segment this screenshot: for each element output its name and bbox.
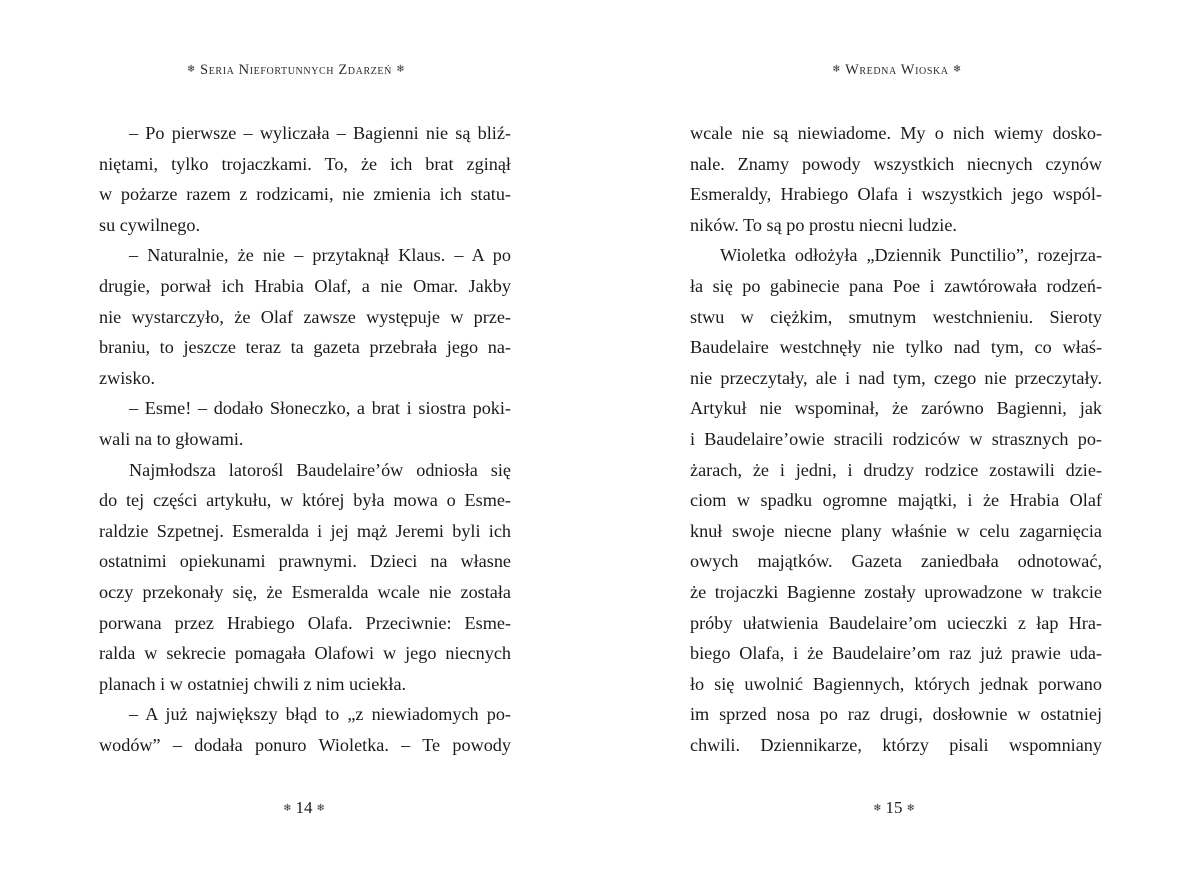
text-line: Artykuł nie wspominał, że zarówno Bagienni, jak [690, 398, 1102, 419]
text-line: chwili. Dziennikarze, którzy pisali wspomniany [690, 734, 1102, 755]
text-line: – Po pierwsze – wyliczała – Bagienni nie są bliź- [129, 123, 511, 143]
page-number-value: 15 [885, 798, 903, 817]
text-line: wodów” – dodała ponuro Wioletka. – Te powody [99, 734, 511, 755]
text-line: drugie, porwał ich Hrabia Olaf, a nie Omar. Jakby [99, 275, 511, 296]
text-line: zwisko. [99, 367, 156, 388]
text-line: nale. Znamy powody wszystkich niecnych czynów [690, 153, 1102, 174]
body-text-right [690, 118, 1102, 760]
running-head-title: Seria Niefortunnych Zdarzeń [200, 62, 392, 78]
body-text-left [99, 118, 511, 760]
text-line: Esmeraldy, Hrabiego Olafa i wszystkich jego wspól- [690, 184, 1102, 205]
text-line: wcale nie są niewiadome. My o nich wiemy dosko- [690, 123, 1102, 143]
running-head-right [597, 62, 1197, 79]
right-page [600, 0, 1200, 892]
text-line: – A już największy błąd to „z niewiadomych po- [129, 704, 511, 725]
text-line: oczy przekonały się, że Esmeralda wcale nie została [99, 581, 511, 602]
text-line: porwana przez Hrabiego Olafa. Przeciwnie: Esme- [99, 612, 511, 633]
text-line: nie przeczytały, ale i nad tym, czego nie przeczytały. [690, 367, 1102, 388]
page-number-left [4, 798, 604, 818]
text-line: nie wystarczyło, że Olaf zawsze występuje w prze- [99, 306, 511, 327]
text-line: Baudelaire westchnęły nie tylko nad tym, co właś- [690, 337, 1102, 358]
text-line: wali na to głowami. [99, 428, 244, 449]
ornament-icon: ❄ [952, 64, 962, 75]
text-line: im sprzed nosa po raz drugi, dosłownie w ostatniej [690, 704, 1102, 725]
running-head-left [0, 62, 596, 79]
ornament-icon: ❄ [396, 64, 406, 75]
text-line: – Esme! – dodało Słoneczko, a brat i siostra poki- [129, 398, 511, 419]
text-line: raldzie Szpetnej. Esmeralda i jej mąż Jeremi byli ich [99, 520, 511, 541]
text-line: planach i w ostatniej chwili z nim uciekła. [99, 673, 407, 694]
ornament-icon: ❄ [832, 64, 842, 75]
text-line: ciom w spadku ogromne majątki, i że Hrabia Olaf [690, 490, 1102, 511]
running-head-title: Wredna Wioska [845, 62, 949, 78]
text-line: owych majątków. Gazeta zaniedbała odnotować, [690, 551, 1102, 572]
text-line: że trojaczki Bagienne zostały uprowadzone w trakcie [690, 581, 1102, 602]
text-line: ostatnimi opiekunami prawnymi. Dzieci na własne [99, 551, 511, 572]
text-line: próby ułatwienia Baudelaire’om ucieczki z łap Hra- [690, 612, 1102, 633]
ornament-icon: ❄ [316, 803, 325, 814]
ornament-icon: ❄ [186, 64, 196, 75]
text-line: – Naturalnie, że nie – przytaknął Klaus. – A po [129, 245, 511, 266]
page-number-value: 14 [295, 798, 313, 817]
text-line: Wioletka odłożyła „Dziennik Punctilio”, rozejrza- [720, 245, 1102, 266]
text-line: ników. To są po prostu niecni ludzie. [690, 214, 957, 235]
ornament-icon: ❄ [906, 803, 915, 814]
text-line: ralda w sekrecie pomagała Olafowi w jego niecnych [99, 643, 511, 664]
ornament-icon: ❄ [283, 803, 292, 814]
text-line: braniu, to jeszcze teraz ta gazeta przebrała jego na- [99, 337, 511, 358]
text-line: biego Olafa, i że Baudelaire’om raz już prawie uda- [690, 643, 1102, 664]
text-line: do tej części artykułu, w której była mowa o Esme- [99, 490, 511, 511]
text-line: Najmłodsza latorośl Baudelaire’ów odniosła się [129, 459, 511, 480]
text-line: w pożarze razem z rodzicami, nie zmienia ich statu- [99, 184, 511, 205]
text-line: stwu w ciężkim, smutnym westchnieniu. Sieroty [690, 306, 1102, 327]
text-line: żarach, że i jedni, i drudzy rodzice zostawili dzie- [690, 459, 1102, 480]
ornament-icon: ❄ [873, 803, 882, 814]
text-line: i Baudelaire’owie stracili rodziców w strasznych po- [690, 428, 1102, 449]
text-line: su cywilnego. [99, 214, 201, 235]
text-line: niętami, tylko trojaczkami. To, że ich brat zginął [99, 153, 511, 174]
text-line: ło się uwolnić Bagiennych, których jednak porwano [690, 673, 1102, 694]
page-number-right [594, 798, 1194, 818]
text-line: knuł swoje niecne plany właśnie w celu zagarnięcia [690, 520, 1102, 541]
text-line: ła się po gabinecie pana Poe i zawtórowała rodzeń- [690, 275, 1102, 296]
